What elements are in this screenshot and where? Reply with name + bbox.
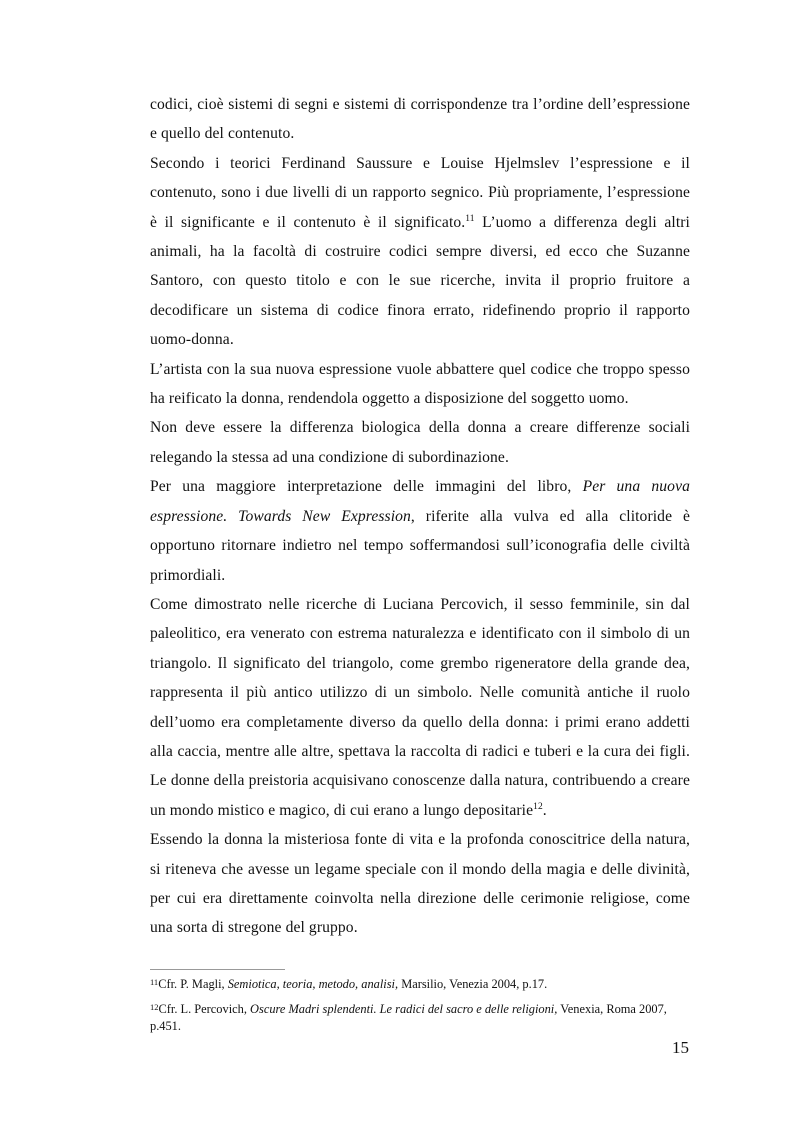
footnote-number: 11 (150, 977, 159, 987)
footnote-text: Venexia, Roma 2007, p.451. (150, 1001, 667, 1033)
footnotes (150, 976, 690, 1036)
paragraph-text: codici, cioè sistemi di segni e sistemi di corrispondenze tra l’ordine dell’espressione e quello del contenuto. (150, 96, 690, 143)
footnote-divider (150, 969, 285, 970)
book-title: Per una nuova espressione. Towards New Expression (150, 478, 690, 525)
footnote-text: Marsilio, Venezia 2004, p.17. (398, 977, 548, 991)
paragraph-text: Per una maggiore interpretazione delle immagini del libro, (150, 478, 583, 496)
paragraph-text: , riferite alla vulva ed alla clitoride è opportuno ritornare indietro nel tempo soffermandosi sull’iconografia delle civiltà primordiali. (150, 507, 690, 584)
paragraph-text: Secondo i teorici Ferdinand Saussure e Louise Hjelmslev l’espressione e il contenuto, sono i due livelli di un rapporto segnico. Più propriamente, l’espressione è il significante e il contenuto è il significato. (150, 154, 690, 231)
footnote-text: Cfr. L. Percovich, (158, 1001, 251, 1016)
footnote-title: Oscure Madri splendenti. Le radici del sacro e delle religioni, (250, 1001, 558, 1016)
paragraph-7 (150, 825, 690, 943)
footnote-11 (150, 976, 690, 994)
paragraph-text: . (542, 801, 547, 819)
paragraph-text: L’uomo a differenza degli altri animali, ha la facoltà di costruire codici sempre diversi, ed ecco che Suzanne Santoro, con questo titolo e con le sue ricerche, invita il proprio fruitore a decodificare un sistema di codice finora errato, ridefinendo proprio il rapporto uomo-donna. (150, 213, 690, 349)
paragraph-text: Non deve essere la differenza biologica della donna a creare differenze sociali relegando la stessa ad una condizione di subordinazione. (150, 419, 690, 466)
footnote-ref-11[interactable]: 11 (465, 213, 475, 224)
footnote-12 (150, 1001, 690, 1036)
page-body (150, 90, 690, 943)
paragraph-text: L’artista con la sua nuova espressione vuole abbattere quel codice che troppo spesso ha reificato la donna, rendendola oggetto a disposizione del soggetto uomo. (150, 360, 690, 408)
paragraph-5 (150, 472, 690, 590)
footnote-number: 12 (150, 1001, 159, 1012)
paragraph-3 (150, 355, 690, 414)
paragraph-6 (150, 590, 690, 825)
page-number: 15 (672, 1038, 689, 1057)
footnote-ref-12[interactable]: 12 (533, 801, 543, 812)
paragraph-text: Come dimostrato nelle ricerche di Luciana Percovich, il sesso femminile, sin dal paleolitico, era venerato con estrema naturalezza e identificato con il simbolo di un triangolo. Il significato del triangolo, come grembo rigeneratore della grande dea, rappresenta il più antico utilizzo di un simbolo. Nelle comunità antiche il ruolo dell’uomo era completamente diverso da quello della donna: i primi erano addetti alla caccia, mentre alle altre, spettava la raccolta di radici e tuberi e la cura dei figli. Le donne della preistoria acquisivano conoscenze dalla natura, contribuendo a creare un mondo mistico e magico, di cui erano a lungo depositarie (150, 595, 690, 819)
paragraph-text: Essendo la donna la misteriosa fonte di vita e la profonda conoscitrice della natura, si riteneva che avesse un legame speciale con il mondo della magia e delle divinità, per cui era direttamente coinvolta nella direzione delle cerimonie religiose, come una sorta di stregone del gruppo. (150, 831, 690, 937)
paragraph-2 (150, 149, 690, 355)
paragraph-1 (150, 90, 690, 149)
paragraph-4 (150, 413, 690, 472)
footnote-title: Semiotica, teoria, metodo, analisi, (227, 977, 399, 991)
footnote-text: Cfr. P. Magli, (158, 977, 228, 991)
